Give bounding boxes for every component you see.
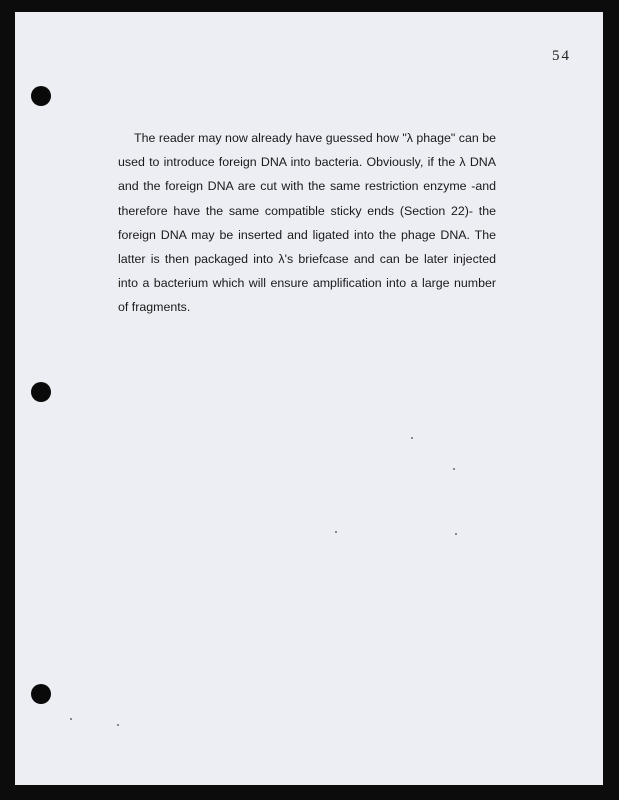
punch-hole-middle xyxy=(31,382,51,402)
paper-speck xyxy=(70,718,72,720)
paper-speck xyxy=(335,531,337,533)
page-number: 54 xyxy=(552,48,571,64)
body-paragraph: The reader may now already have guessed how "λ phage" can be used to introduce foreign DNA into bacteria. Obviously, if the λ DNA and the foreign DNA are cut with the same restriction enzyme -and therefore have the same compatible sticky ends (Section 22)- the foreign DNA may be inserted and ligated into the phage DNA. The latter is then packaged into λ's briefcase and can be later injected into a bacterium which will ensure amplification into a large number of fragments. xyxy=(118,131,496,315)
punch-hole-bottom xyxy=(31,684,51,704)
paper-speck xyxy=(411,437,413,439)
punch-hole-top xyxy=(31,86,51,106)
paper-speck xyxy=(455,533,457,535)
paper-speck xyxy=(117,724,119,726)
document-page xyxy=(15,12,603,785)
paper-speck xyxy=(453,468,455,470)
